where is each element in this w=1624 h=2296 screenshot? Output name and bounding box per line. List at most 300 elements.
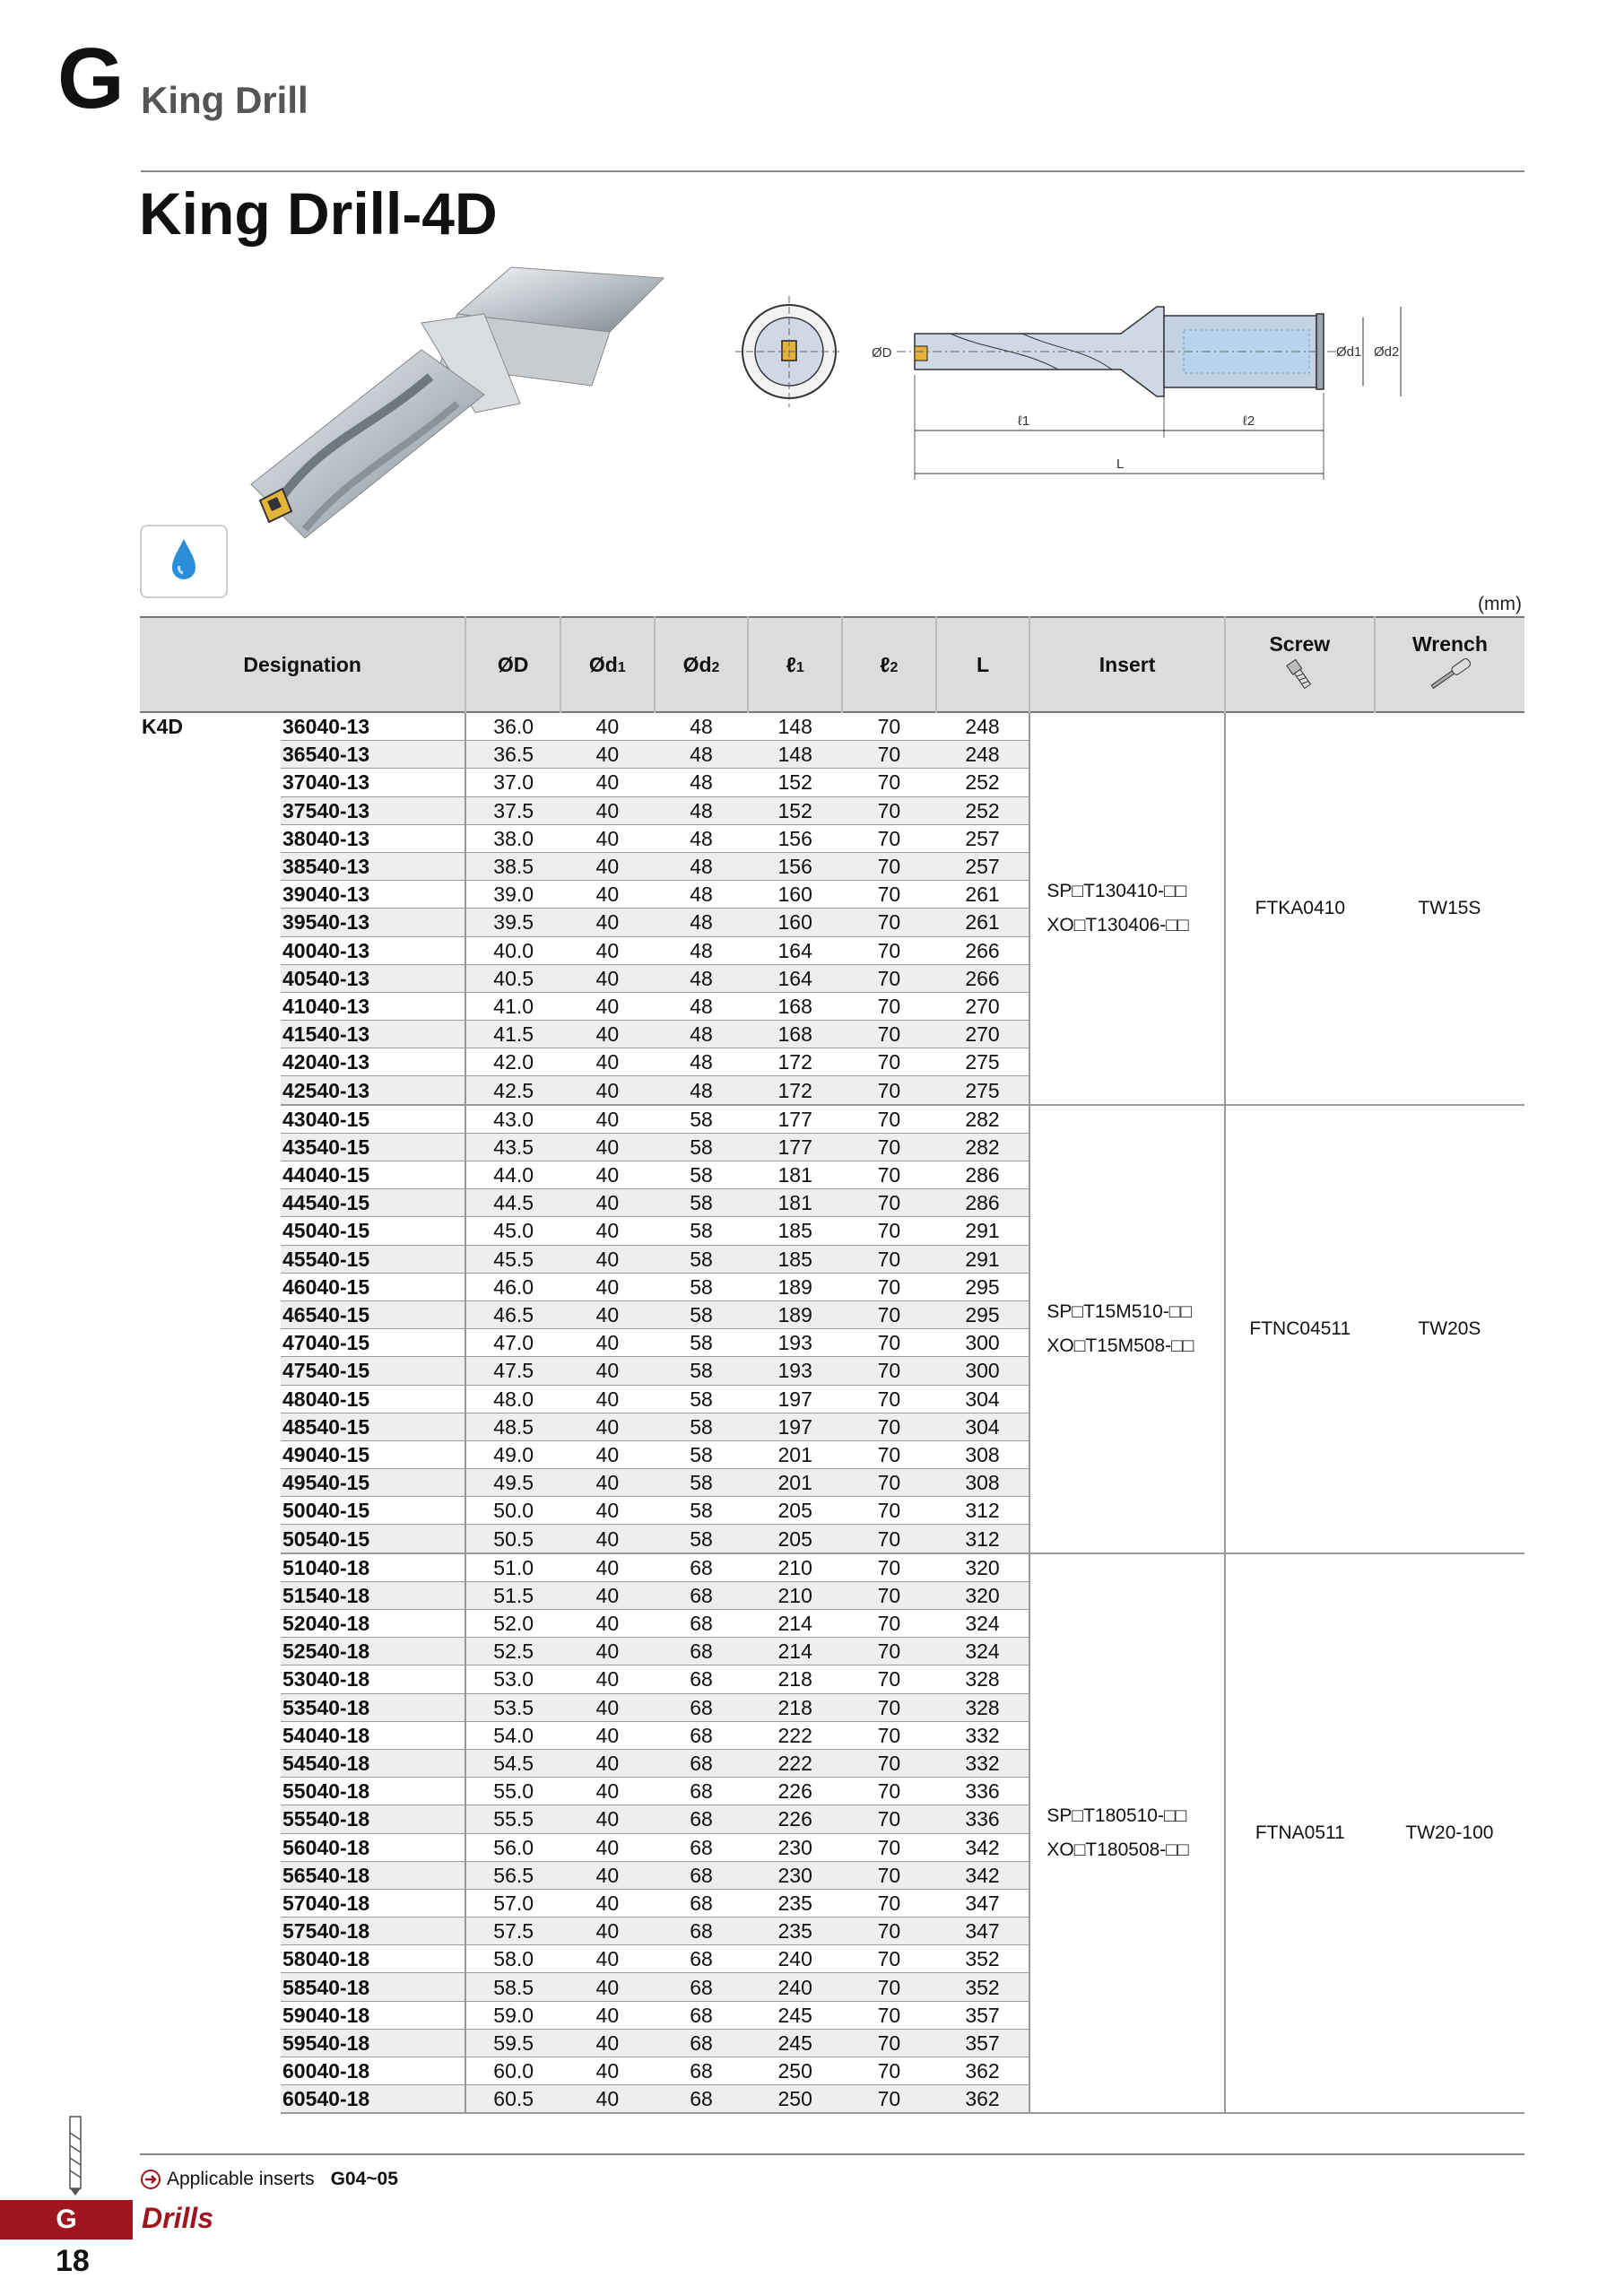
cell-D: 60.5 <box>465 2085 560 2114</box>
cell-d2: 48 <box>655 881 749 909</box>
cell-designation: 43540-15 <box>281 1133 465 1161</box>
cell-l2: 70 <box>842 1693 936 1721</box>
cell-D: 43.5 <box>465 1133 560 1161</box>
cell-D: 46.0 <box>465 1273 560 1300</box>
cell-designation: 36540-13 <box>281 741 465 769</box>
cell-L: 342 <box>936 1833 1030 1861</box>
cell-d2: 58 <box>655 1357 749 1385</box>
insert-code: SP□T180510-□□ <box>1046 1805 1187 1826</box>
cell-L: 270 <box>936 992 1030 1020</box>
cell-d2: 58 <box>655 1525 749 1553</box>
cell-l1: 205 <box>748 1497 842 1525</box>
cell-L: 308 <box>936 1440 1030 1468</box>
cell-d1: 40 <box>560 2029 655 2057</box>
cell-l1: 172 <box>748 1048 842 1076</box>
cell-L: 252 <box>936 769 1030 796</box>
cell-designation: 58540-18 <box>281 1973 465 2001</box>
cell-l2: 70 <box>842 2057 936 2085</box>
insert-code: XO□T15M508-□□ <box>1046 1335 1194 1356</box>
cell-D: 46.5 <box>465 1300 560 1328</box>
cell-l1: 235 <box>748 1889 842 1917</box>
cell-d2: 48 <box>655 712 749 741</box>
cell-D: 43.0 <box>465 1105 560 1134</box>
cell-l2: 70 <box>842 1469 936 1497</box>
cell-d1: 40 <box>560 1440 655 1468</box>
cell-d1: 40 <box>560 824 655 852</box>
cell-d2: 68 <box>655 1918 749 1945</box>
cell-l1: 148 <box>748 712 842 741</box>
cell-designation: 41540-13 <box>281 1021 465 1048</box>
cell-d2: 58 <box>655 1133 749 1161</box>
cell-l2: 70 <box>842 1048 936 1076</box>
cell-D: 52.5 <box>465 1638 560 1665</box>
applicable-inserts-note[interactable] <box>140 2169 398 2190</box>
cell-l2: 70 <box>842 1918 936 1945</box>
cell-d2: 68 <box>655 1581 749 1609</box>
cell-l2: 70 <box>842 1189 936 1217</box>
cell-D: 37.5 <box>465 796 560 824</box>
cell-d2: 68 <box>655 2029 749 2057</box>
cell-D: 50.0 <box>465 1497 560 1525</box>
cell-D: 41.0 <box>465 992 560 1020</box>
cell-l2: 70 <box>842 1497 936 1525</box>
cell-l1: 164 <box>748 964 842 992</box>
cell-D: 59.5 <box>465 2029 560 2057</box>
header-l1: ℓ1 <box>748 617 842 712</box>
header-d2: Ød2 <box>655 617 749 712</box>
cell-L: 282 <box>936 1133 1030 1161</box>
cell-d1: 40 <box>560 1497 655 1525</box>
cell-designation: 53040-18 <box>281 1665 465 1693</box>
cell-D: 44.0 <box>465 1161 560 1189</box>
cell-l2: 70 <box>842 712 936 741</box>
cell-L: 295 <box>936 1273 1030 1300</box>
insert-code: XO□T180508-□□ <box>1046 1839 1189 1860</box>
cell-L: 257 <box>936 852 1030 880</box>
cell-L: 275 <box>936 1076 1030 1105</box>
section-title: King Drill <box>141 79 308 121</box>
cell-L: 248 <box>936 741 1030 769</box>
cell-l2: 70 <box>842 1973 936 2001</box>
cell-d2: 48 <box>655 1048 749 1076</box>
cell-d1: 40 <box>560 1273 655 1300</box>
cell-designation: 56040-18 <box>281 1833 465 1861</box>
cell-D: 45.0 <box>465 1217 560 1245</box>
cell-designation: 54040-18 <box>281 1721 465 1749</box>
cell-l2: 70 <box>842 2029 936 2057</box>
insert-cell <box>1029 1553 1224 2114</box>
wrench-code: TW20S <box>1375 1105 1524 1553</box>
cell-d2: 68 <box>655 2085 749 2114</box>
cell-L: 266 <box>936 964 1030 992</box>
cell-l1: 210 <box>748 1553 842 1582</box>
cell-d2: 68 <box>655 1778 749 1805</box>
cell-d2: 48 <box>655 964 749 992</box>
cell-L: 275 <box>936 1048 1030 1076</box>
cell-l1: 205 <box>748 1525 842 1553</box>
coolant-through-icon <box>140 525 228 598</box>
cell-l2: 70 <box>842 2001 936 2029</box>
cell-d2: 48 <box>655 852 749 880</box>
cell-designation: 42040-13 <box>281 1048 465 1076</box>
cell-designation: 39040-13 <box>281 881 465 909</box>
cell-d1: 40 <box>560 1861 655 1889</box>
cell-l2: 70 <box>842 1076 936 1105</box>
cell-D: 44.5 <box>465 1189 560 1217</box>
cell-designation: 45540-15 <box>281 1245 465 1273</box>
cell-l1: 240 <box>748 1973 842 2001</box>
cell-D: 41.5 <box>465 1021 560 1048</box>
cell-l2: 70 <box>842 1217 936 1245</box>
header-wrench: Wrench <box>1375 617 1524 712</box>
applicable-inserts-ref: G04~05 <box>330 2169 398 2189</box>
cell-L: 270 <box>936 1021 1030 1048</box>
cell-L: 312 <box>936 1497 1030 1525</box>
cell-l2: 70 <box>842 1721 936 1749</box>
cell-d1: 40 <box>560 1833 655 1861</box>
cell-designation: 41040-13 <box>281 992 465 1020</box>
side-drill-icon <box>66 2115 84 2196</box>
cell-d2: 48 <box>655 824 749 852</box>
cell-L: 336 <box>936 1778 1030 1805</box>
cell-l1: 181 <box>748 1189 842 1217</box>
cell-D: 57.0 <box>465 1889 560 1917</box>
table-header-row <box>140 617 1524 712</box>
cell-d1: 40 <box>560 1778 655 1805</box>
cell-designation: 48040-15 <box>281 1385 465 1413</box>
cell-d2: 58 <box>655 1300 749 1328</box>
cell-D: 48.5 <box>465 1413 560 1440</box>
cell-L: 291 <box>936 1245 1030 1273</box>
cell-l2: 70 <box>842 1273 936 1300</box>
cell-L: 320 <box>936 1553 1030 1582</box>
cell-d1: 40 <box>560 1749 655 1777</box>
cell-L: 328 <box>936 1665 1030 1693</box>
cell-d1: 40 <box>560 1610 655 1638</box>
cell-designation: 59040-18 <box>281 2001 465 2029</box>
cell-l1: 250 <box>748 2057 842 2085</box>
cell-designation: 44540-15 <box>281 1189 465 1217</box>
cell-l1: 245 <box>748 2001 842 2029</box>
cell-designation: 56540-18 <box>281 1861 465 1889</box>
cell-L: 324 <box>936 1610 1030 1638</box>
cell-l2: 70 <box>842 1861 936 1889</box>
cell-d2: 68 <box>655 1945 749 1973</box>
cell-designation: 57040-18 <box>281 1889 465 1917</box>
cell-d1: 40 <box>560 2057 655 2085</box>
cell-l1: 230 <box>748 1833 842 1861</box>
cell-l1: 245 <box>748 2029 842 2057</box>
cell-D: 60.0 <box>465 2057 560 2085</box>
cell-D: 56.5 <box>465 1861 560 1889</box>
cell-L: 312 <box>936 1525 1030 1553</box>
cell-designation: 50540-15 <box>281 1525 465 1553</box>
cell-designation: 48540-15 <box>281 1413 465 1440</box>
cell-l1: 152 <box>748 796 842 824</box>
cell-l1: 168 <box>748 1021 842 1048</box>
cell-D: 51.0 <box>465 1553 560 1582</box>
cell-d1: 40 <box>560 936 655 964</box>
cell-d2: 48 <box>655 992 749 1020</box>
cell-D: 50.5 <box>465 1525 560 1553</box>
cell-d1: 40 <box>560 964 655 992</box>
cell-d2: 48 <box>655 741 749 769</box>
cell-D: 51.5 <box>465 1581 560 1609</box>
cell-l2: 70 <box>842 936 936 964</box>
cell-l1: 160 <box>748 881 842 909</box>
cell-d1: 40 <box>560 909 655 936</box>
cell-l2: 70 <box>842 1749 936 1777</box>
cell-d2: 68 <box>655 1553 749 1582</box>
cell-l2: 70 <box>842 1805 936 1833</box>
dim-d2-label: Ød2 <box>1374 344 1400 360</box>
cell-d1: 40 <box>560 992 655 1020</box>
cell-l2: 70 <box>842 909 936 936</box>
cell-d2: 58 <box>655 1469 749 1497</box>
cell-d2: 58 <box>655 1189 749 1217</box>
cell-l1: 172 <box>748 1076 842 1105</box>
cell-designation: 60040-18 <box>281 2057 465 2085</box>
cell-d1: 40 <box>560 1553 655 1582</box>
cell-d1: 40 <box>560 2001 655 2029</box>
cell-designation: 45040-15 <box>281 1217 465 1245</box>
cell-l1: 189 <box>748 1300 842 1328</box>
cell-D: 49.0 <box>465 1440 560 1468</box>
cell-l1: 160 <box>748 909 842 936</box>
header-designation: Designation <box>140 617 465 712</box>
cell-l1: 240 <box>748 1945 842 1973</box>
cell-D: 39.5 <box>465 909 560 936</box>
cell-d2: 68 <box>655 1833 749 1861</box>
cell-l1: 189 <box>748 1273 842 1300</box>
cell-d1: 40 <box>560 1693 655 1721</box>
header-l2: ℓ2 <box>842 617 936 712</box>
cell-d1: 40 <box>560 1048 655 1076</box>
cell-l2: 70 <box>842 964 936 992</box>
cell-D: 58.5 <box>465 1973 560 2001</box>
cell-l1: 201 <box>748 1440 842 1468</box>
cell-L: 357 <box>936 2001 1030 2029</box>
cell-d2: 48 <box>655 936 749 964</box>
cell-L: 362 <box>936 2085 1030 2114</box>
applicable-inserts-label: Applicable inserts <box>167 2169 315 2189</box>
cell-l2: 70 <box>842 1638 936 1665</box>
cell-l1: 156 <box>748 824 842 852</box>
page-title: King Drill-4D <box>139 180 498 247</box>
cell-designation: 36040-13 <box>281 712 465 741</box>
cell-d1: 40 <box>560 769 655 796</box>
cell-L: 352 <box>936 1945 1030 1973</box>
cell-l1: 230 <box>748 1861 842 1889</box>
cell-L: 304 <box>936 1413 1030 1440</box>
cell-l1: 226 <box>748 1778 842 1805</box>
cell-designation: 46040-15 <box>281 1273 465 1300</box>
cell-d2: 48 <box>655 909 749 936</box>
cell-d1: 40 <box>560 1161 655 1189</box>
cell-d1: 40 <box>560 1721 655 1749</box>
cell-d1: 40 <box>560 1329 655 1357</box>
cell-designation: 53540-18 <box>281 1693 465 1721</box>
dim-D-label: ØD <box>872 345 892 361</box>
cell-d1: 40 <box>560 712 655 741</box>
table-bottom-divider <box>140 2153 1524 2155</box>
cell-d2: 68 <box>655 2057 749 2085</box>
cell-d2: 68 <box>655 1610 749 1638</box>
cell-designation: 39540-13 <box>281 909 465 936</box>
dim-l2-label: ℓ2 <box>1243 413 1255 429</box>
screw-code: FTNA0511 <box>1225 1553 1375 2114</box>
cell-designation: 49540-15 <box>281 1469 465 1497</box>
insert-code: SP□T130410-□□ <box>1046 880 1187 901</box>
cell-L: 261 <box>936 881 1030 909</box>
cell-l2: 70 <box>842 1300 936 1328</box>
cell-L: 248 <box>936 712 1030 741</box>
cell-d1: 40 <box>560 1469 655 1497</box>
cell-D: 47.0 <box>465 1329 560 1357</box>
cell-d1: 40 <box>560 1385 655 1413</box>
cell-designation: 47540-15 <box>281 1357 465 1385</box>
cell-D: 42.0 <box>465 1048 560 1076</box>
cell-D: 40.0 <box>465 936 560 964</box>
cell-d2: 58 <box>655 1497 749 1525</box>
cell-d1: 40 <box>560 1581 655 1609</box>
cell-D: 54.0 <box>465 1721 560 1749</box>
cell-l1: 185 <box>748 1217 842 1245</box>
cell-designation: 57540-18 <box>281 1918 465 1945</box>
cell-D: 53.5 <box>465 1693 560 1721</box>
technical-drawing <box>735 296 1435 484</box>
cell-D: 52.0 <box>465 1610 560 1638</box>
section-tab: G <box>0 2200 133 2239</box>
dim-l1-label: ℓ1 <box>1018 413 1030 429</box>
cell-d2: 58 <box>655 1105 749 1134</box>
cell-l1: 218 <box>748 1665 842 1693</box>
wrench-code: TW20-100 <box>1375 1553 1524 2114</box>
cell-l2: 70 <box>842 1357 936 1385</box>
unit-label: (mm) <box>1478 594 1522 614</box>
cell-D: 37.0 <box>465 769 560 796</box>
cell-L: 286 <box>936 1161 1030 1189</box>
cell-designation: 42540-13 <box>281 1076 465 1105</box>
cell-d1: 40 <box>560 1076 655 1105</box>
cell-l2: 70 <box>842 1945 936 1973</box>
cell-d2: 68 <box>655 1721 749 1749</box>
cell-D: 57.5 <box>465 1918 560 1945</box>
cell-d1: 40 <box>560 1217 655 1245</box>
cell-d1: 40 <box>560 1918 655 1945</box>
cell-L: 295 <box>936 1300 1030 1328</box>
cell-d2: 68 <box>655 1665 749 1693</box>
cell-d1: 40 <box>560 881 655 909</box>
cell-d1: 40 <box>560 1021 655 1048</box>
cell-d1: 40 <box>560 796 655 824</box>
cell-l2: 70 <box>842 1105 936 1134</box>
cell-l1: 222 <box>748 1721 842 1749</box>
cell-d1: 40 <box>560 1413 655 1440</box>
cell-designation: 54540-18 <box>281 1749 465 1777</box>
cell-l2: 70 <box>842 2085 936 2114</box>
arrow-circle-icon <box>140 2169 161 2190</box>
dim-L-label: L <box>1116 457 1125 472</box>
cell-l1: 201 <box>748 1469 842 1497</box>
cell-l2: 70 <box>842 1245 936 1273</box>
header-D: ØD <box>465 617 560 712</box>
cell-designation: 55540-18 <box>281 1805 465 1833</box>
cell-d1: 40 <box>560 1245 655 1273</box>
cell-l1: 177 <box>748 1105 842 1134</box>
cell-d2: 68 <box>655 1749 749 1777</box>
cell-D: 55.5 <box>465 1805 560 1833</box>
cell-l2: 70 <box>842 1525 936 1553</box>
cell-L: 324 <box>936 1638 1030 1665</box>
cell-d1: 40 <box>560 2085 655 2114</box>
cell-d1: 40 <box>560 1945 655 1973</box>
cell-D: 59.0 <box>465 2001 560 2029</box>
screw-code: FTKA0410 <box>1225 712 1375 1105</box>
cell-l1: 156 <box>748 852 842 880</box>
cell-l2: 70 <box>842 1161 936 1189</box>
cell-D: 36.0 <box>465 712 560 741</box>
cell-d1: 40 <box>560 1973 655 2001</box>
spec-table <box>140 616 1524 2114</box>
cell-L: 252 <box>936 796 1030 824</box>
cell-l2: 70 <box>842 1021 936 1048</box>
cell-d1: 40 <box>560 1665 655 1693</box>
cell-l2: 70 <box>842 1440 936 1468</box>
cell-designation: 40540-13 <box>281 964 465 992</box>
cell-d2: 68 <box>655 1861 749 1889</box>
screw-icon <box>1281 657 1317 692</box>
cell-l1: 197 <box>748 1385 842 1413</box>
cell-d1: 40 <box>560 852 655 880</box>
table-row <box>140 1105 1524 1134</box>
cell-l2: 70 <box>842 1665 936 1693</box>
cell-d2: 58 <box>655 1440 749 1468</box>
cell-L: 300 <box>936 1329 1030 1357</box>
cell-d1: 40 <box>560 1805 655 1833</box>
cell-l2: 70 <box>842 1778 936 1805</box>
insert-code: SP□T15M510-□□ <box>1046 1300 1193 1322</box>
cell-designation: 59540-18 <box>281 2029 465 2057</box>
cell-l2: 70 <box>842 1610 936 1638</box>
cell-l2: 70 <box>842 1133 936 1161</box>
cell-designation: 46540-15 <box>281 1300 465 1328</box>
cell-l2: 70 <box>842 796 936 824</box>
cell-L: 261 <box>936 909 1030 936</box>
cell-L: 352 <box>936 1973 1030 2001</box>
section-tab-label: Drills <box>142 2202 214 2234</box>
cell-l1: 197 <box>748 1413 842 1440</box>
cell-L: 342 <box>936 1861 1030 1889</box>
cell-D: 39.0 <box>465 881 560 909</box>
table-row <box>140 1553 1524 1582</box>
header-L: L <box>936 617 1030 712</box>
cell-l1: 185 <box>748 1245 842 1273</box>
cell-L: 286 <box>936 1189 1030 1217</box>
cell-d2: 58 <box>655 1385 749 1413</box>
cell-D: 40.5 <box>465 964 560 992</box>
cell-D: 49.5 <box>465 1469 560 1497</box>
cell-l1: 152 <box>748 769 842 796</box>
cell-l2: 70 <box>842 1553 936 1582</box>
cell-d2: 48 <box>655 796 749 824</box>
cell-d1: 40 <box>560 1357 655 1385</box>
cell-designation: 52040-18 <box>281 1610 465 1638</box>
cell-L: 328 <box>936 1693 1030 1721</box>
cell-L: 336 <box>936 1805 1030 1833</box>
cell-D: 54.5 <box>465 1749 560 1777</box>
cell-designation: 51540-18 <box>281 1581 465 1609</box>
